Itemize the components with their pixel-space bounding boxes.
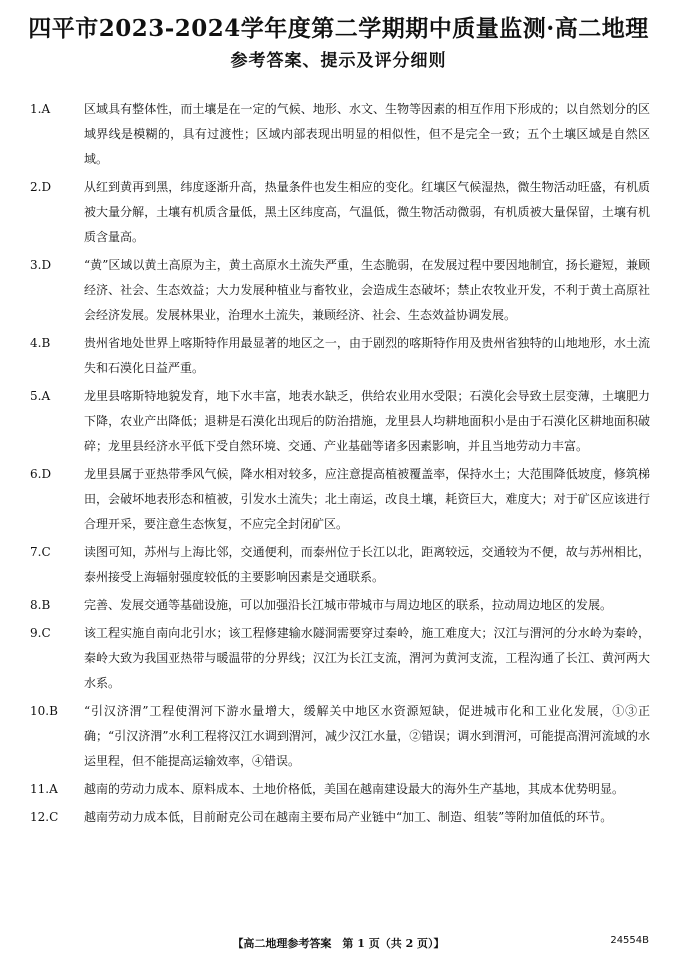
question-number: 7. [30,545,42,559]
question-number: 6. [30,467,42,481]
answer-explanation: 越南的劳动力成本、原料成本、土地价格低，美国在越南建设最大的海外生产基地，其成本优势明显。 [84,782,625,796]
answer-item [30,384,650,459]
answer-item [30,777,650,802]
answer-letter: D [41,467,52,481]
answer-key [30,331,50,356]
answer-explanation: 完善、发展交通等基础设施，可以加强沿长江城市带城市与周边地区的联系，拉动周边地区的发展。 [84,598,613,612]
answer-letter: D [41,258,52,272]
answer-explanation: 龙里县喀斯特地貌发育，地下水丰富，地表水缺乏，供给农业用水受限；石漠化会导致土层变薄，土壤肥力下降，农业产出降低；退耕是石漠化出现后的防治措施，龙里县人均耕地面积小是由于石漠化区耕地面积破碎；龙里县经济水平低下受自然环境、交通、产业基础等诸多因素影响，并且当地劳动力丰富。 [84,389,650,453]
footer-code: 24554B [610,935,649,946]
answer-item [30,593,650,618]
answer-item [30,253,650,328]
question-number: 12. [30,810,50,824]
answer-explanation: 贵州省地处世界上喀斯特作用最显著的地区之一，由于剧烈的喀斯特作用及贵州省独特的山地地形，水土流失和石漠化日益严重。 [84,336,650,375]
answer-letter: C [41,626,51,640]
answer-item [30,699,650,774]
answer-explanation: 读图可知，苏州与上海比邻，交通便利，而泰州位于长江以北，距离较远，交通较为不便，故与苏州相比，泰州接受上海辐射强度较低的主要影响因素是交通联系。 [84,545,650,584]
answer-key [30,175,51,200]
answer-letter: B [41,336,51,350]
question-number: 11. [30,782,50,796]
answer-explanation: “黄”区域以黄土高原为主，黄土高原水土流失严重，生态脆弱，在发展过程中要因地制宜，扬长避短，兼顾经济、社会、生态效益；大力发展种植业与畜牧业，会造成生态破坏；禁止农牧业开发，不利于黄土高原社会经济发展。发展林果业，治理水土流失，兼顾经济、社会、生态效益协调发展。 [84,258,650,322]
question-number: 4. [30,336,42,350]
answer-letter: B [41,598,51,612]
answer-explanation: 该工程实施自南向北引水；该工程修建输水隧洞需要穿过秦岭，施工难度大；汉江与渭河的分水岭为秦岭，秦岭大致为我国亚热带与暖温带的分界线；汉江为长江支流，渭河为黄河支流，工程沟通了长江、黄河两大水系。 [84,626,650,690]
answer-key [30,593,50,618]
answer-letter: A [41,389,51,403]
answer-letter: C [41,545,51,559]
question-number: 1. [30,102,42,116]
page-title: 四平市2023-2024学年度第二学期期中质量监测·高二地理 [28,15,649,42]
answer-item [30,331,650,381]
answer-letter: D [41,180,52,194]
question-number: 2. [30,180,42,194]
answer-item [30,97,650,172]
answer-key [30,384,50,409]
answer-explanation: “引汉济渭”工程使渭河下游水量增大，缓解关中地区水资源短缺，促进城市化和工业化发展，①③正确；“引汉济渭”水利工程将汉江水调到渭河，减少汉江水量，②错误；调水到渭河，可能提高渭河流域的水运里程，但不能提高运输效率，④错误。 [84,704,650,768]
answer-letter: A [49,782,58,796]
answer-key [30,805,58,830]
answer-letter: C [49,810,59,824]
question-number: 8. [30,598,42,612]
answer-key [30,462,51,487]
answer-key [30,540,51,565]
question-number: 3. [30,258,42,272]
answer-letter: B [49,704,58,718]
question-number: 5. [30,389,42,403]
answer-key [30,777,58,802]
question-number: 10. [30,704,50,718]
answer-item [30,621,650,696]
answer-key [30,97,50,122]
answer-key [30,253,51,278]
footer-page-label: 【高二地理参考答案 第 1 页（共 2 页）】 [232,937,445,950]
answer-letter: A [41,102,51,116]
answer-item [30,540,650,590]
page-subtitle: 参考答案、提示及评分细则 [230,51,447,71]
answer-key [30,699,58,724]
question-number: 9. [30,626,42,640]
answer-explanation: 区域具有整体性，而土壤是在一定的气候、地形、水文、生物等因素的相互作用下形成的；以自然划分的区域界线是模糊的，具有过渡性；区域内部表现出明显的相似性，但不是完全一致；五个土壤区域是自然区域。 [84,102,650,166]
answer-item [30,175,650,250]
answer-item [30,805,650,830]
answer-list [30,97,650,833]
answer-explanation: 龙里县属于亚热带季风气候，降水相对较多，应注意提高植被覆盖率，保持水土；大范围降低坡度，修筑梯田，会破坏地表形态和植被，引发水土流失；北土南运，改良土壤，耗资巨大，难度大；对于矿区应该进行合理开采，要注意生态恢复，不应完全封闭矿区。 [84,467,650,531]
page-footer [0,935,677,951]
answer-item [30,462,650,537]
answer-key [30,621,51,646]
answer-explanation: 从红到黄再到黑，纬度逐渐升高，热量条件也发生相应的变化。红壤区气候湿热，微生物活动旺盛，有机质被大量分解，土壤有机质含量低，黑土区纬度高，气温低，微生物活动微弱，有机质被大量保留，土壤有机质含量高。 [84,180,650,244]
answer-explanation: 越南劳动力成本低，目前耐克公司在越南主要布局产业链中“加工、制造、组装”等附加值低的环节。 [84,810,613,824]
